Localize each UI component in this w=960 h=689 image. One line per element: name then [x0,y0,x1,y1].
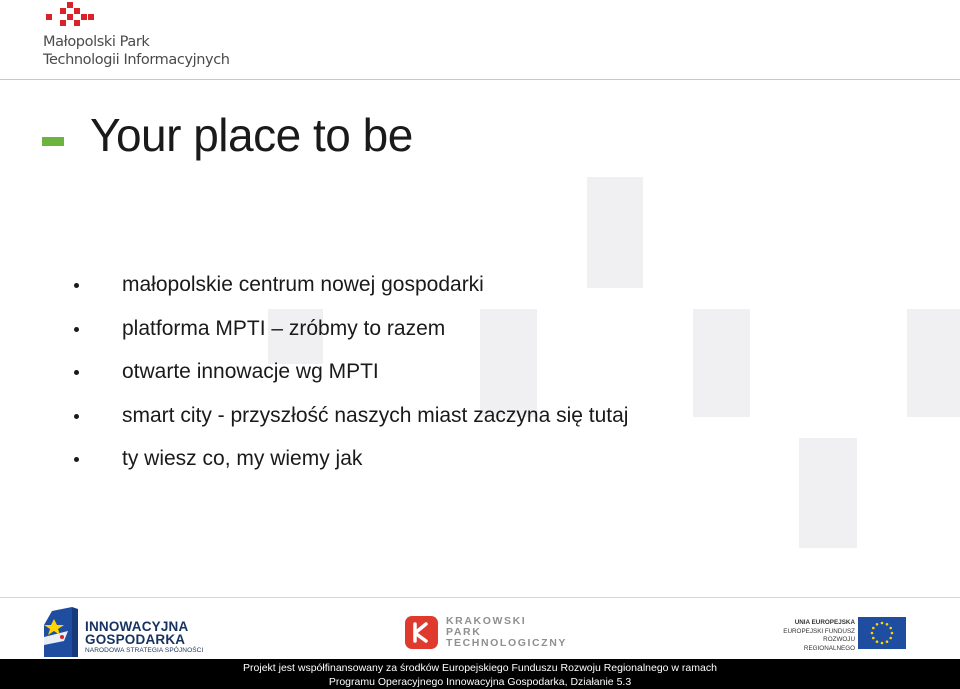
logo-name [43,33,230,69]
list-item [74,314,628,358]
funding-note-line1: Projekt jest współfinansowany za środków Europejskiego Funduszu Rozwoju Regionalnego w ramach [243,662,717,674]
footer-divider [0,597,960,598]
eu-flag-icon [858,617,906,649]
innowacyjna-gospodarka-logo-icon [44,607,78,657]
kpt-line1: KRAKOWSKI [446,615,527,627]
logo-line1: Małopolski Park [43,34,150,50]
ig-line2: GOSPODARKA [85,632,186,647]
funding-note [0,659,960,689]
logo-mark [42,2,98,28]
funding-note-line2: Programu Operacyjnego Innowacyjna Gospodarka, Działanie 5.3 [328,676,632,688]
bullet-icon [74,370,79,375]
title-marker [42,137,64,146]
ue-line3: ROZWOJU REGIONALNEGO [803,636,855,652]
logo-line2: Technologii Informacyjnych [43,52,230,68]
deco-square [799,438,857,548]
deco-square [693,309,750,417]
deco-square [907,309,960,417]
list-item-text: platforma MPTI – zróbmy to razem [122,316,446,340]
bullet-icon [74,327,79,332]
kpt-line3: TECHNOLOGICZNY [446,637,567,649]
bullet-icon [74,283,79,288]
list-item [74,357,628,401]
ue-text [773,619,855,653]
list-item-text: otwarte innowacje wg MPTI [122,360,379,383]
list-item [74,270,628,314]
kpt-line2: PARK [446,626,482,638]
bullet-icon [74,457,79,462]
header [0,0,960,80]
list-item-text: ty wiesz co, my wiemy jak [122,447,363,470]
kpt-logo-text [446,616,567,649]
ig-line3: NARODOWA STRATEGIA SPÓJNOŚCI [85,647,204,654]
ue-line2: EUROPEJSKI FUNDUSZ [783,627,855,635]
kpt-logo-icon [405,616,438,649]
mpti-logo-icon [42,2,98,28]
ig-logo-text [85,620,203,656]
ue-line1: UNIA EUROPEJSKA [794,619,855,626]
list-item [74,401,628,445]
bullet-list [74,270,628,488]
list-item-text: smart city - przyszłość naszych miast zaczyna się tutaj [122,403,629,427]
page-title: Your place to be [90,109,413,161]
ig-line1: INNOWACYJNA [85,619,189,634]
bullet-icon [74,414,79,419]
list-item [74,444,628,488]
list-item-text: małopolskie centrum nowej gospodarki [122,273,484,296]
